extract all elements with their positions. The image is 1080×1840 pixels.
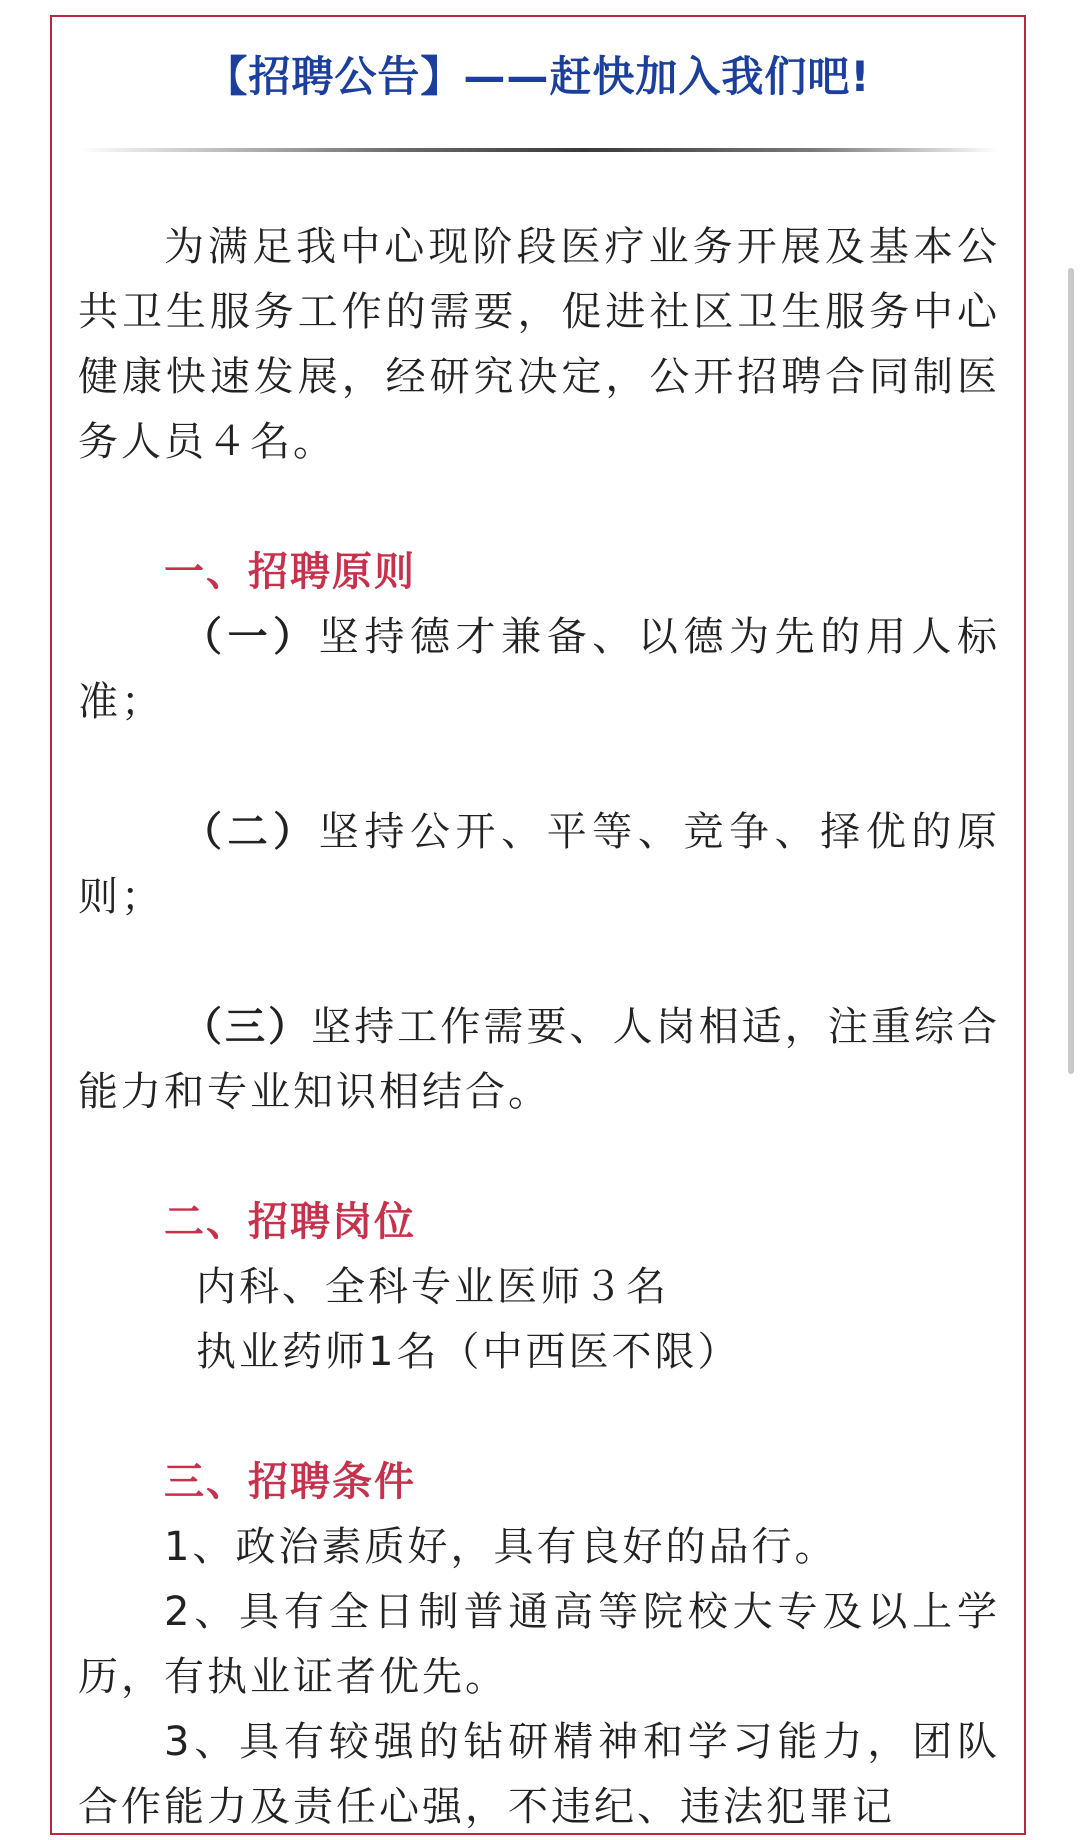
page-title: 【招聘公告】——赶快加入我们吧!: [205, 52, 871, 101]
principle-item-number: （二）: [182, 809, 319, 855]
principle-item-3: [78, 995, 1000, 1125]
principle-item-1: [78, 605, 1000, 735]
title-divider: [78, 148, 998, 152]
principle-item-number: （三）: [182, 1004, 312, 1050]
intro-paragraph: 为满足我中心现阶段医疗业务开展及基本公共卫生服务工作的需要，促进社区卫生服务中心健康快速发展，经研究决定，公开招聘合同制医务人员４名。: [78, 224, 1000, 465]
principle-item-number: （一）: [182, 614, 319, 660]
article-body: [78, 215, 1000, 1840]
condition-item: 1、政治素质好，具有良好的品行。: [164, 1524, 838, 1570]
condition-item: 2、具有全日制普通高等院校大专及以上学历，有执业证者优先。: [78, 1589, 1000, 1700]
section-heading-conditions: 三、招聘条件: [164, 1459, 416, 1505]
position-line: 执业药师1名（中西医不限）: [196, 1329, 741, 1375]
position-line: 内科、全科专业医师３名: [196, 1264, 669, 1310]
principle-item-text: 坚持德才兼备、以德为先的用人标准；: [78, 614, 1001, 725]
principle-item-text: 坚持公开、平等、竞争、择优的原则；: [78, 809, 1001, 920]
principle-item-text: 坚持工作需要、人岗相适，注重综合能力和专业知识相结合。: [78, 1004, 1001, 1115]
principle-item-2: [78, 800, 1000, 930]
condition-item: 3、具有较强的钻研精神和学习能力，团队合作能力及责任心强，不违纪、违法犯罪记: [78, 1719, 1000, 1830]
section-heading-principles: 一、招聘原则: [164, 549, 416, 595]
vertical-scrollbar[interactable]: [1068, 268, 1074, 1074]
section-heading-positions: 二、招聘岗位: [164, 1199, 416, 1245]
